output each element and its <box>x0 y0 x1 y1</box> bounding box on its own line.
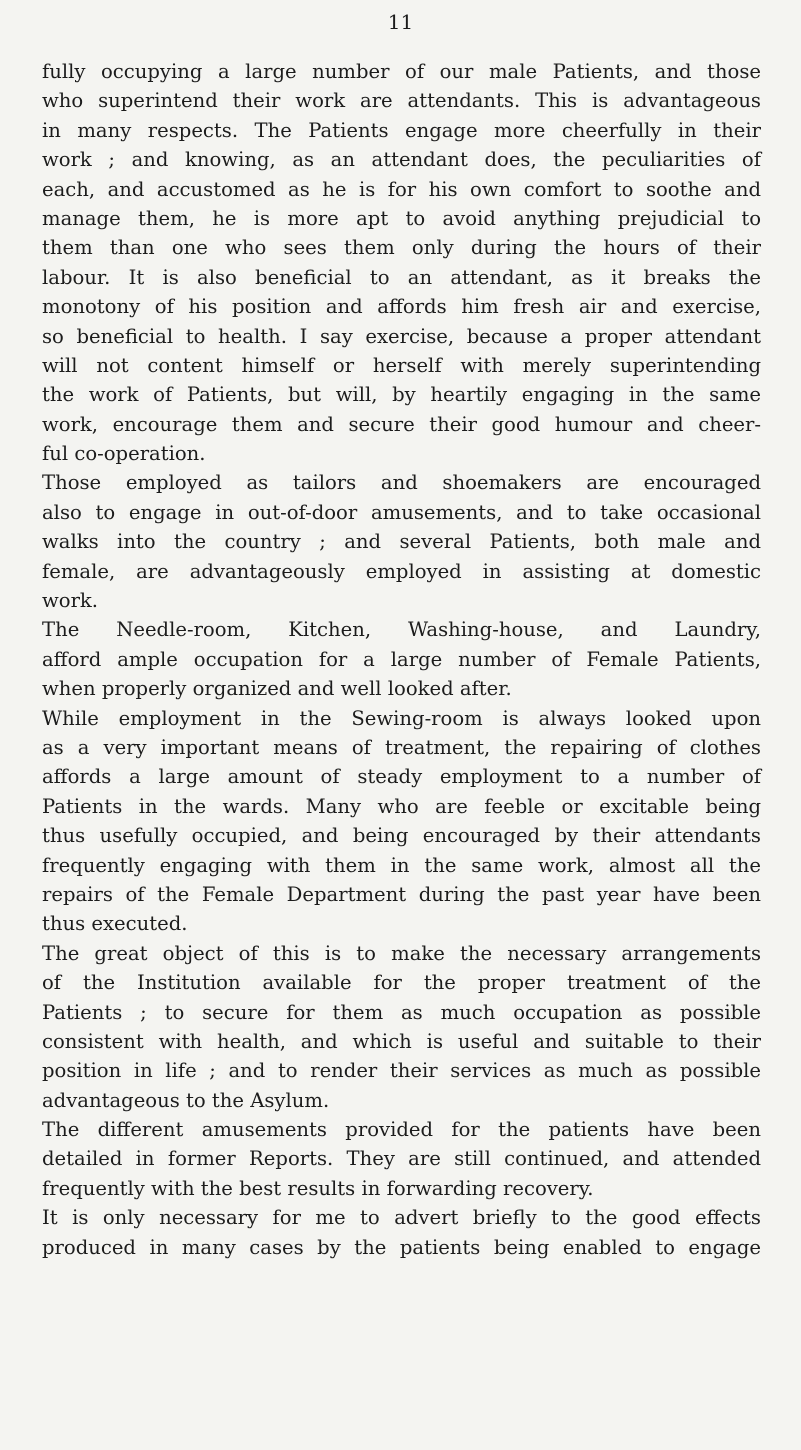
text-line: afford ample occupation for a large number of Female Patients, <box>42 647 761 671</box>
text-line: Patients ; to secure for them as much occupation as possible <box>42 1000 761 1024</box>
text-line: female, are advantageously employed in assisting at domestic <box>42 559 761 583</box>
text-line: also to engage in out-of-door amusements, and to take occasional <box>42 500 761 524</box>
text-line: when properly organized and well looked after. <box>42 677 512 701</box>
text-line: manage them, he is more apt to avoid anything prejudicial to <box>42 206 761 230</box>
text-line: labour. It is also beneficial to an attendant, as it breaks the <box>42 265 761 289</box>
text-line: consistent with health, and which is useful and suitable to their <box>42 1029 761 1053</box>
text-line: frequently engaging with them in the same work, almost all the <box>42 853 761 877</box>
text-line: the work of Patients, but will, by heartily engaging in the same <box>42 383 761 407</box>
text-line: thus executed. <box>42 912 188 936</box>
text-line: ful co-operation. <box>42 442 206 466</box>
text-line: The Needle-room, Kitchen, Washing-house, and Laundry, <box>42 618 761 642</box>
text-line: It is only necessary for me to advert briefly to the good effects <box>42 1206 761 1230</box>
text-line: in many respects. The Patients engage more cheerfully in their <box>42 118 761 142</box>
text-line: affords a large amount of steady employment to a number of <box>42 765 761 789</box>
text-line: walks into the country ; and several Patients, both male and <box>42 530 761 554</box>
text-line: work. <box>42 589 99 613</box>
text-line: of the Institution available for the proper treatment of the <box>42 971 761 995</box>
text-line: advantageous to the Asylum. <box>42 1088 330 1112</box>
text-line: Patients in the wards. Many who are feeble or excitable being <box>42 794 761 818</box>
text-line: fully occupying a large number of our male Patients, and those <box>42 60 761 83</box>
body-text <box>42 57 761 1262</box>
text-line: Those employed as tailors and shoemakers are encouraged <box>42 471 761 495</box>
text-line: repairs of the Female Department during the past year have been <box>42 882 761 906</box>
text-line: frequently with the best results in forwarding recovery. <box>42 1176 594 1200</box>
text-line: as a very important means of treatment, the repairing of clothes <box>42 735 761 759</box>
text-line: each, and accustomed as he is for his own comfort to soothe and <box>42 177 761 201</box>
text-line: work, encourage them and secure their good humour and cheer- <box>42 412 761 436</box>
text-line: The great object of this is to make the necessary arrangements <box>42 941 761 965</box>
text-line: detailed in former Reports. They are still continued, and attended <box>42 1147 761 1171</box>
text-line: The different amusements provided for the patients have been <box>42 1118 761 1142</box>
text-line: will not content himself or herself with merely superintending <box>42 353 761 377</box>
text-line: so beneficial to health. I say exercise, because a proper attendant <box>42 324 761 348</box>
text-line: thus usefully occupied, and being encouraged by their attendants <box>42 824 761 848</box>
text-line: them than one who sees them only during the hours of their <box>42 236 761 260</box>
text-line: work ; and knowing, as an attendant does, the peculiarities of <box>42 148 761 172</box>
text-line: monotony of his position and affords him fresh air and exercise, <box>42 295 761 319</box>
text-line: produced in many cases by the patients being enabled to engage <box>42 1235 761 1259</box>
text-line: who superintend their work are attendants. This is advantageous <box>42 89 761 113</box>
text-line: While employment in the Sewing-room is always looked upon <box>42 706 761 730</box>
text-line: position in life ; and to render their services as much as possible <box>42 1059 761 1083</box>
page-number: 11 <box>387 10 414 34</box>
